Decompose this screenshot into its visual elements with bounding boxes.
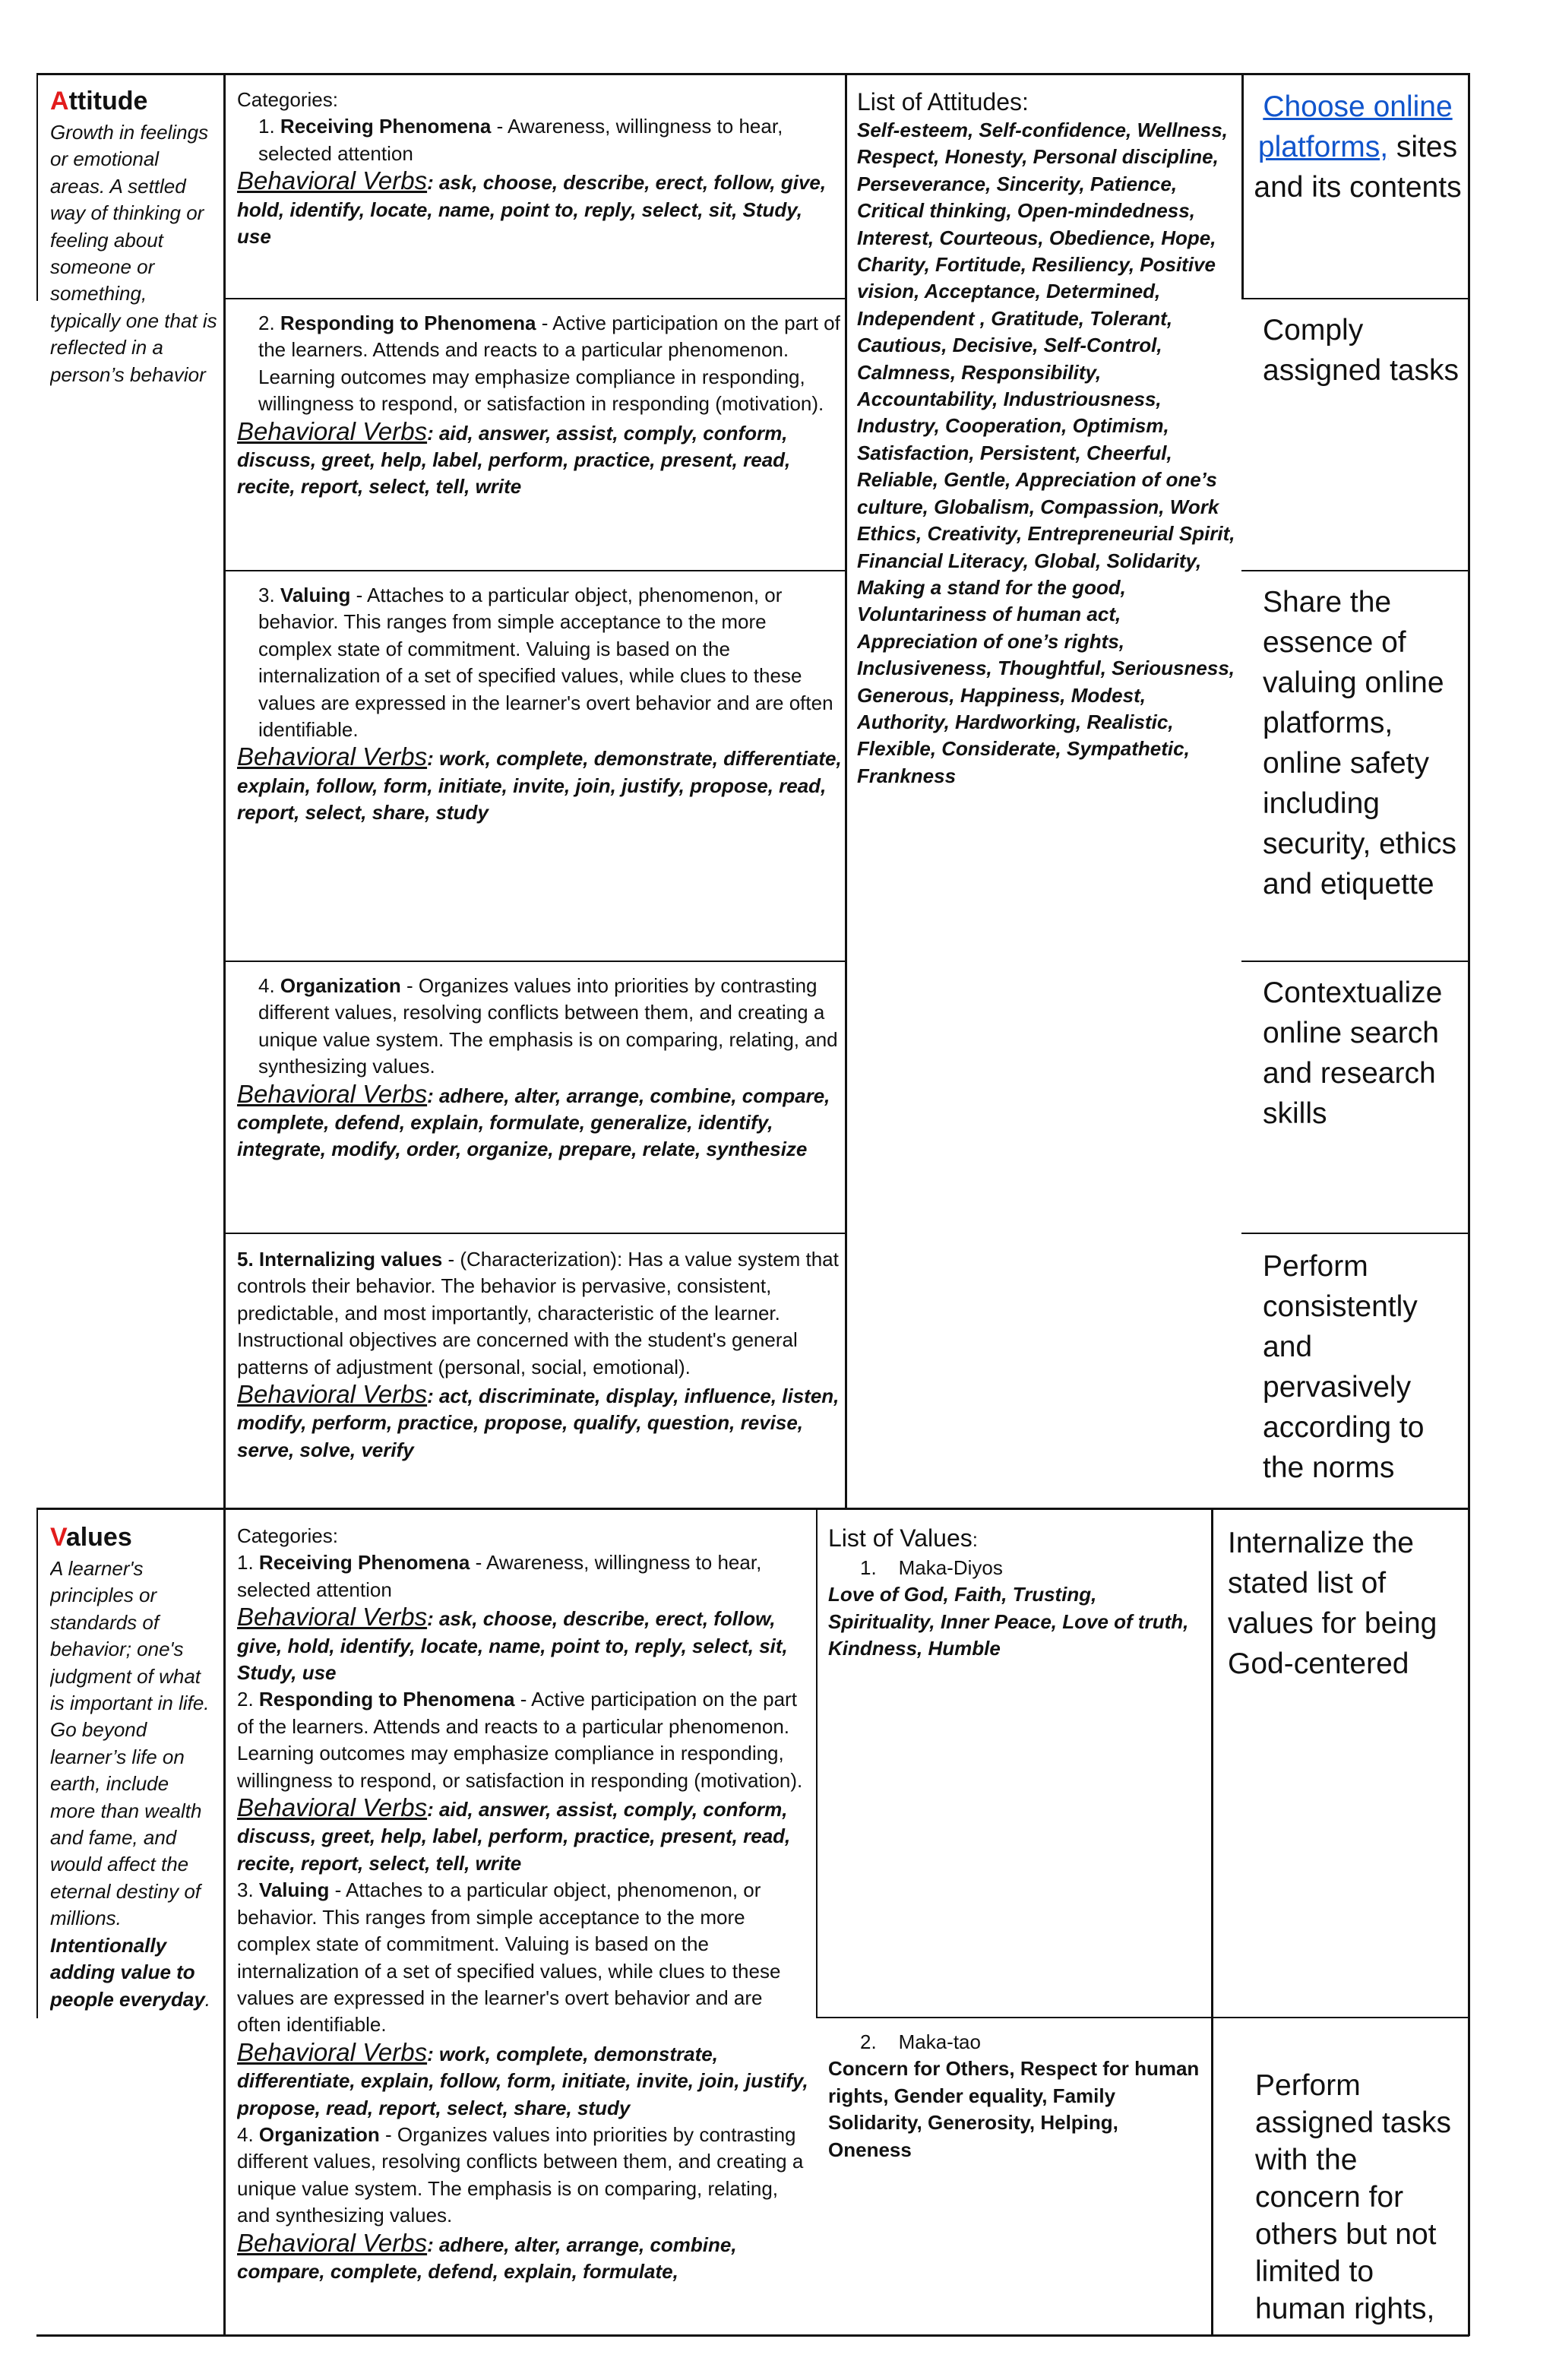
target-cell-7: Perform assigned tasks with the concern for others but not limited to human rights, — [1255, 2069, 1451, 2325]
values-group-items: Love of God, Faith, Trusting, Spirituality, Inner Peace, Love of truth, Kindness, Humble — [828, 1583, 1189, 1660]
values-group-title: 2. Maka-tao — [860, 2030, 981, 2053]
behavioral-verbs: Behavioral Verbs: act, discriminate, display, influence, listen, modify, perform, practice, propose, qualify, question, revise, serve, solve, verify — [237, 1380, 840, 1461]
values-list-cell-1 — [828, 1523, 1207, 2015]
values-group-title: 1. Maka-Diyos — [860, 1556, 1003, 1579]
attitude-category-3 — [237, 582, 842, 959]
target-cell-6: Internalize the stated list of values for being God-centered — [1228, 1527, 1437, 1680]
behavioral-verbs: Behavioral Verbs: adhere, alter, arrange, combine, compare, complete, defend, explain, formulate, generalize, identify, integrate, modify, order, organize, prepare, relate, synthesize — [237, 1079, 830, 1161]
categories-label: Categories: — [237, 88, 338, 111]
category-title: 4. Organization - Organizes values into priorities by contrasting different values, resolving conflicts between them, and creating a unique value system. The emphasis is on comparing, relating, and synthesizing values. — [258, 974, 838, 1078]
attitude-heading: Attitude — [50, 87, 148, 116]
category-title: 2. Responding to Phenomena - Active participation on the part of the learners. Attends and reacts to a particular phenomenon. Learning outcomes may emphasize compliance in responding, willingness to respond, or satisfaction in responding (motivation). — [258, 312, 840, 416]
values-domain-cell — [50, 1523, 217, 2100]
attitudes-list-cell — [857, 87, 1237, 831]
behavioral-verbs: Behavioral Verbs: ask, choose, describe, erect, follow, give, hold, identify, locate, name, point to, reply, select, sit, Study, use — [237, 1603, 788, 1685]
attitudes-list-heading: List of Attitudes: — [857, 88, 1029, 116]
attitude-category-1 — [237, 87, 842, 296]
target-cell-5: Perform consistently and pervasively according to the norms — [1263, 1250, 1425, 1484]
category-title: 1. Receiving Phenomena - Awareness, willingness to hear, selected attention — [237, 1551, 762, 1601]
choose-online-platforms-link[interactable]: Choose online platforms, — [1257, 90, 1453, 163]
behavioral-verbs: Behavioral Verbs: aid, answer, assist, comply, conform, discuss, greet, help, label, perform, practice, present, read, recite, report, select, tell, write — [237, 1793, 791, 1875]
values-list-cell-2 — [828, 2029, 1207, 2331]
target-cell-3: Share the essence of valuing online platforms, online safety including security, ethics and etiquette — [1263, 586, 1457, 900]
attitude-domain-cell — [50, 87, 217, 467]
values-heading: Values — [50, 1523, 132, 1552]
category-title: 2. Responding to Phenomena - Active participation on the part of the learners. Attends and reacts to a particular phenomenon. Learning outcomes may emphasize compliance in responding, willingness to respond, or satisfaction in responding (motivation). — [237, 1688, 803, 1792]
attitude-category-4 — [237, 973, 842, 1231]
behavioral-verbs: Behavioral Verbs: aid, answer, assist, comply, conform, discuss, greet, help, label, perform, practice, present, read, recite, report, select, tell, write — [237, 416, 791, 498]
values-group-items: Concern for Others, Respect for human rights, Gender equality, Family Solidarity, Generosity, Helping, Oneness — [828, 2057, 1200, 2161]
target-cell-2: Comply assigned tasks — [1263, 314, 1459, 387]
attitudes-list-items: Self-esteem, Self-confidence, Wellness, Respect, Honesty, Personal discipline, Perseverance, Sincerity, Patience, Critical thinking, Open-mindedness, Interest, Courteous, Obedience, Hope, Charity, Fortitude, Resiliency, Positive vision, Acceptance, Determined, Independent , Gratitude, Tolerant, Cautious, Decisive, Self-Control, Calmness, Responsibility, Accountability, Industriousness, Industry, Cooperation, Optimism, Satisfaction, Persistent, Cheerful, Reliable, Gentle, Appreciation of one’s culture, Globalism, Compassion, Work Ethics, Creativity, Entrepreneurial Spirit, Financial Literacy, Global, Solidarity, Making a stand for the good, Voluntariness of human act, Appreciation of one’s rights, Inclusiveness, Thoughtful, Seriousness, Generous, Happiness, Modest, Authority, Hardworking, Realistic, Flexible, Considerate, Sympathetic, Frankness — [857, 119, 1235, 787]
attitude-description: Growth in feelings or emotional areas. A settled way of thinking or feeling about someone or something, typically one that is reflected in a person’s behavior — [50, 121, 217, 386]
behavioral-verbs: Behavioral Verbs: adhere, alter, arrange, combine, compare, complete, defend, explain, formulate, — [237, 2228, 737, 2283]
category-title: 4. Organization - Organizes values into priorities by contrasting different values, resolving conflicts between them, and creating a unique value system. The emphasis is on comparing, relating, and synthesizing values. — [237, 2122, 804, 2227]
behavioral-verbs: Behavioral Verbs: work, complete, demonstrate, differentiate, explain, follow, form, initiate, invite, join, justify, propose, read, report, select, share, study — [237, 742, 842, 824]
target-cell-1: Choose online platforms, sites and its contents — [1254, 90, 1462, 204]
attitude-category-2 — [237, 310, 842, 568]
values-categories-cell: Categories: 1. Receiving Phenomena - Awareness, willingness to hear, selected attention Behavioral Verbs: ask, choose, describe, erect, follow, give, hold, identify, locate, name, point to, reply, select, sit, Study, use 2. Responding to Phenomena - Active participation on the part of the learners. Attends and reacts to a particular phenomenon. Learning outcomes may emphasize compliance in responding, willingness to respond, or satisfaction in responding (motivation). Behavioral Verbs: aid, answer, assist, comply, conform, discuss, greet, help, label, perform, practice, present, read, recite, report, select, tell, write 3. Valuing - Attaches to a particular object, phenomenon, or behavior. This ranges from simple acceptance to the more complex state of commitment. Valuing is based on the internalization of a set of specified values, while clues to these values are expressed in the learner's overt behavior and are often identifiable. Behavioral Verbs: work, complete, demonstrate, differentiate, explain, follow, form, initiate, invite, join, justify, propose, read, report, select, share, study 4. Organization - Organizes values into priorities by contrasting different values, resolving conflicts between them, and creating a unique value system. The emphasis is on comparing, relating, and synthesizing values. Behavioral Verbs: adhere, alter, arrange, combine, compare, complete, defend, explain, formulate, — [237, 1523, 811, 2331]
category-title: 3. Valuing - Attaches to a particular object, phenomenon, or behavior. This ranges from simple acceptance to the more complex state of commitment. Valuing is based on the internalization of a set of specified values, while clues to these values are expressed in the learner's overt behavior and are often identifiable. — [237, 1878, 781, 2037]
category-title: 3. Valuing - Attaches to a particular object, phenomenon, or behavior. This ranges from simple acceptance to the more complex state of commitment. Valuing is based on the internalization of a set of specified values, while clues to these values are expressed in the learner's overt behavior and are often identifiable. — [258, 584, 833, 742]
values-description: A learner's principles or standards of behavior; one's judgment of what is important in life. Go beyond learner’s life on earth, include more than wealth and fame, and would affect the eternal destiny of millions. Intentionally adding value to people everyday. — [50, 1557, 211, 2011]
target-cell-4: Contextualize online search and research skills — [1263, 976, 1443, 1130]
attitude-category-5 — [237, 1246, 842, 1505]
behavioral-verbs: Behavioral Verbs: ask, choose, describe, erect, follow, give, hold, identify, locate, name, point to, reply, select, sit, Study, use — [237, 166, 827, 248]
category-title: 1. Receiving Phenomena - Awareness, willingness to hear, selected attention — [258, 115, 783, 165]
behavioral-verbs: Behavioral Verbs: work, complete, demonstrate, differentiate, explain, follow, form, initiate, invite, join, justify, propose, read, report, select, share, study — [237, 2037, 808, 2119]
category-title: 5. Internalizing values - (Characterization): Has a value system that controls their behavior. The behavior is pervasive, consistent, predictable, and most importantly, characteristic of the learner. Instructional objectives are concerned with the student's general patterns of adjustment (personal, social, emotional). — [237, 1248, 839, 1378]
values-list-heading: List of Values: — [828, 1524, 978, 1552]
